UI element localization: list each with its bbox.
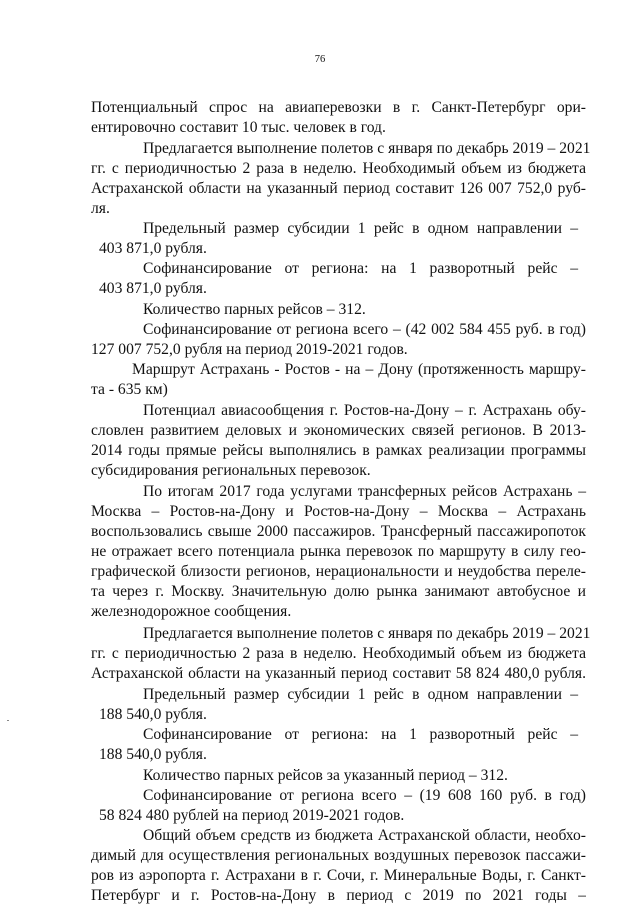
text-line: Потенциальный спрос на авиаперевозки в г. Санкт-Петербург ори- — [91, 99, 586, 116]
page-number: 76 — [314, 54, 326, 65]
text-line: та через г. Москву. Значительную долю рынка занимают автобусное и — [91, 583, 586, 600]
text-line: та - 635 км) — [91, 381, 168, 398]
text-line: 2014 годы прямые рейсы выполнялись в рамках реализации программы — [91, 442, 586, 459]
text-line: Количество парных рейсов – 312. — [143, 301, 366, 318]
text-line: Потенциал авиасообщения г. Ростов-на-Дону – г. Астрахань обу- — [143, 402, 586, 419]
text-line: Софинансирование от региона всего – (19 608 160 руб. в год) — [143, 787, 586, 804]
text-line: словлен развитием деловых и экономических связей регионов. В 2013- — [91, 422, 586, 439]
text-line: Софинансирование от региона: на 1 разворотный рейс – — [143, 726, 578, 743]
text-line: 188 540,0 рубля. — [99, 746, 207, 763]
text-line: ентировочно составит 10 тыс. человек в год. — [91, 119, 386, 136]
text-line: 127 007 752,0 рубля на период 2019-2021 годов. — [91, 341, 408, 358]
text-line: Предельный размер субсидии 1 рейс в одном направлении – — [143, 220, 578, 237]
text-line: Петербург и г. Ростов-на-Дону в период с 2019 по 2021 годы – — [91, 887, 586, 904]
text-line: Москва – Ростов-на-Дону и Ростов-на-Дону – Москва – Астрахань — [91, 503, 586, 520]
text-line: Предлагается выполнение полетов с января по декабрь 2019 – 2021 — [143, 625, 591, 642]
scan-mark — [7, 720, 9, 721]
text-line: 403 871,0 рубля. — [99, 240, 207, 257]
text-line: По итогам 2017 года услугами трансферных рейсов Астрахань – — [143, 483, 586, 500]
text-line: воспользовались свыше 2000 пассажиров. Трансферный пассажиропоток — [91, 523, 586, 540]
text-line: Общий объем средств из бюджета Астраханской области, необхо- — [143, 827, 586, 844]
text-line: не отражает всего потенциала рынка перевозок по маршруту в силу гео- — [91, 543, 586, 560]
text-line: Предлагается выполнение полетов с января по декабрь 2019 – 2021 — [143, 140, 591, 157]
text-line: 403 871,0 рубля. — [99, 280, 207, 297]
text-line: ров из аэропорта г. Астрахани в г. Сочи, г. Минеральные Воды, г. Санкт- — [91, 867, 586, 884]
text-line: Предельный размер субсидии 1 рейс в одном направлении – — [143, 686, 578, 703]
text-line: ля. — [91, 200, 110, 217]
text-line: 58 824 480 рублей на период 2019-2021 годов. — [99, 807, 405, 824]
text-line: железнодорожное сообщения. — [91, 603, 292, 620]
text-line: субсидирования региональных перевозок. — [91, 462, 371, 479]
text-line: Софинансирование от региона: на 1 разворотный рейс – — [143, 260, 578, 277]
text-line: 188 540,0 рубля. — [99, 706, 207, 723]
text-line: Софинансирование от региона всего – (42 002 584 455 руб. в год) — [143, 321, 586, 338]
text-line: Астраханской области на указанный период составит 126 007 752,0 руб- — [91, 180, 586, 197]
text-line: Маршрут Астрахань - Ростов - на – Дону (протяженность маршру- — [132, 361, 586, 378]
text-line: Количество парных рейсов за указанный период – 312. — [143, 767, 508, 784]
text-line: гг. с периодичностью 2 раза в неделю. Необходимый объем из бюджета — [91, 645, 586, 662]
text-line: графической близости регионов, нерациональности и неудобства перелe- — [91, 563, 586, 580]
text-line: гг. с периодичностью 2 раза в неделю. Необходимый объем из бюджета — [91, 160, 586, 177]
text-line: Астраханской области на указанный период составит 58 824 480,0 рубля. — [91, 665, 586, 682]
text-line: димый для осуществления региональных воздушных перевозок пассажи- — [91, 847, 586, 864]
